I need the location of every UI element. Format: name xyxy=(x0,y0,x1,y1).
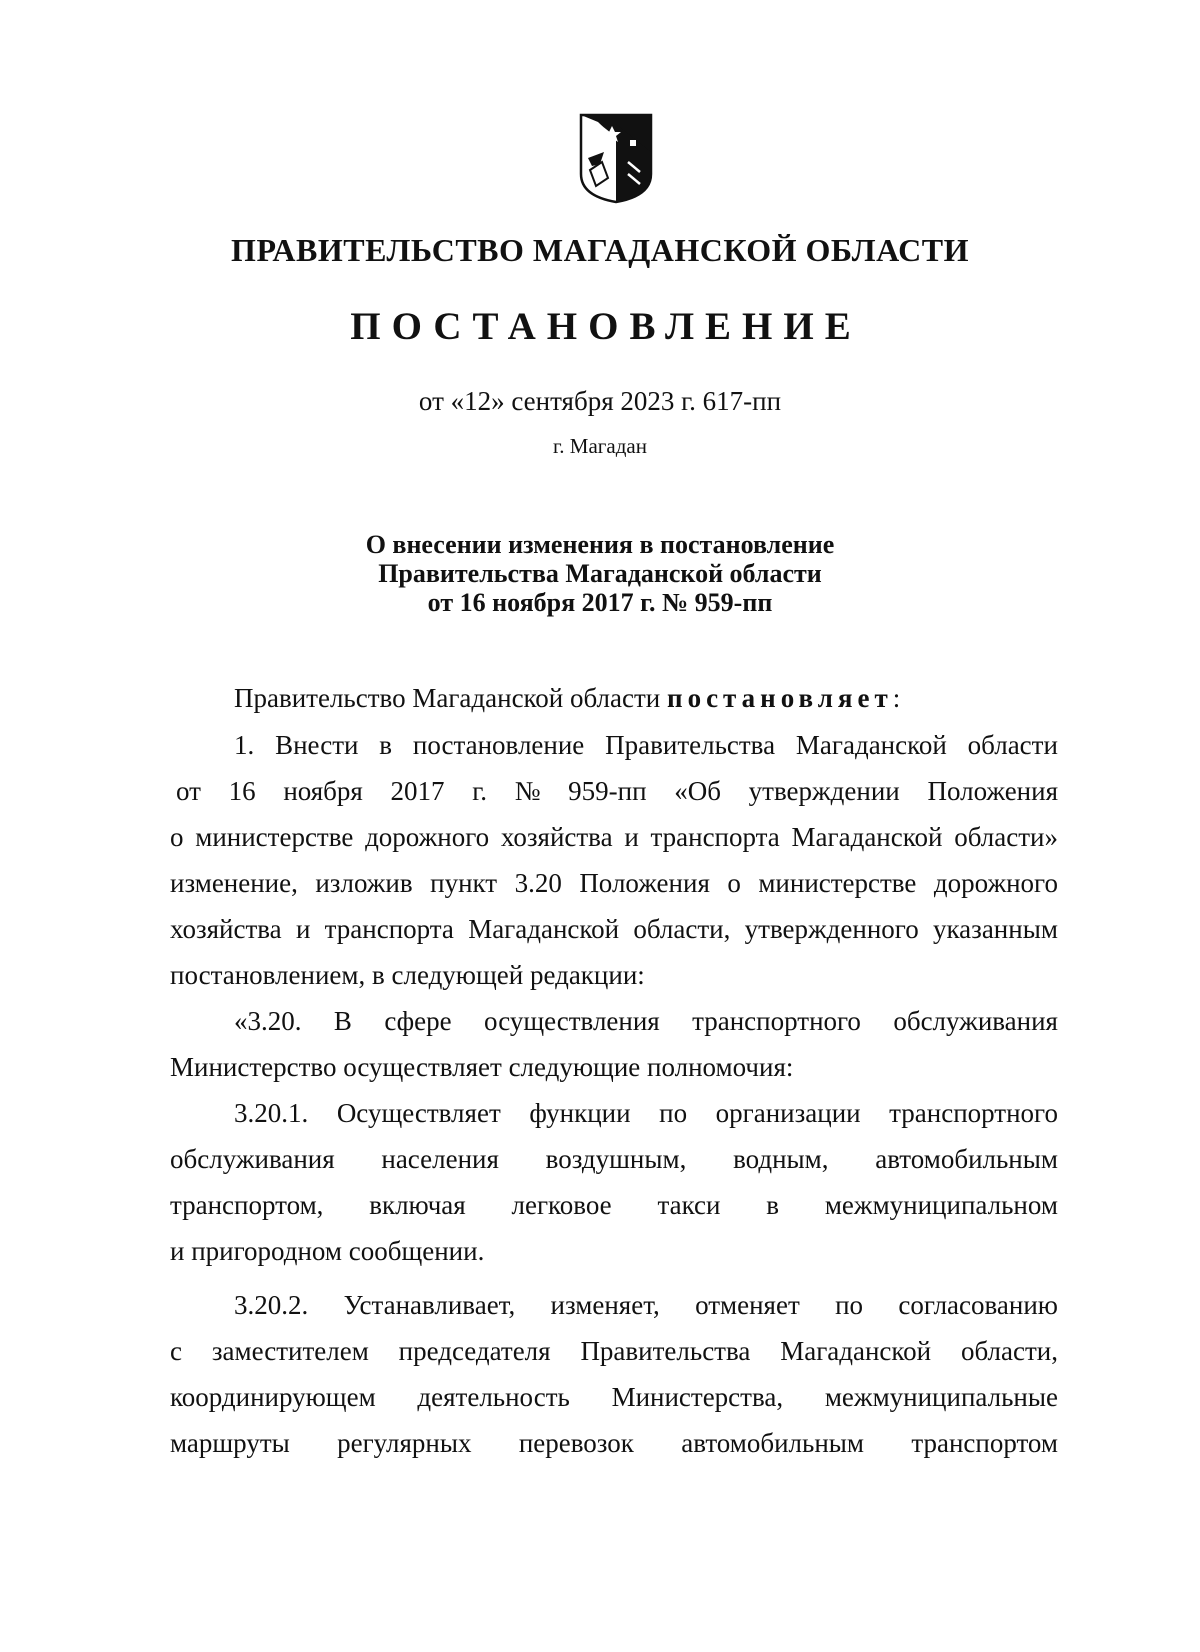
word: такси xyxy=(657,1190,721,1220)
word: о xyxy=(727,868,741,898)
word: Устанавливает, xyxy=(343,1290,516,1320)
word: транспортного xyxy=(692,1006,861,1036)
word: «Об xyxy=(674,776,721,806)
word: Магаданской xyxy=(791,822,943,852)
word: Магаданской xyxy=(795,730,947,760)
word: населения xyxy=(381,1144,499,1174)
word: 16 xyxy=(228,776,256,806)
paragraph-line: и пригородном сообщении. xyxy=(170,1236,485,1266)
word: Правительства xyxy=(605,730,776,760)
word: области xyxy=(967,730,1058,760)
word: области, xyxy=(960,1336,1058,1366)
word: министерстве xyxy=(758,868,917,898)
word: межмуниципальном xyxy=(824,1190,1058,1220)
document-date-number: от «12» сентября 2023 г. 617-пп xyxy=(418,386,782,416)
word: Положения xyxy=(927,776,1058,806)
paragraph-line: постановлением, в следующей редакции: xyxy=(170,960,645,990)
intro-verb: постановляет xyxy=(667,683,893,713)
word: о xyxy=(170,822,184,852)
word: и xyxy=(295,914,311,944)
word: транспортом, xyxy=(170,1190,324,1220)
word: г. xyxy=(472,776,487,806)
word: дорожного xyxy=(365,822,490,852)
word: транспорта xyxy=(324,914,454,944)
word: утвержденного xyxy=(744,914,919,944)
word: транспорта xyxy=(650,822,780,852)
word: маршруты xyxy=(170,1428,290,1458)
word: автомобильным xyxy=(875,1144,1058,1174)
word: изменение, xyxy=(170,868,298,898)
document-type-title: ПОСТАНОВЛЕНИЕ xyxy=(350,305,862,348)
paragraph-line xyxy=(170,1380,1058,1414)
document-city: г. Магадан xyxy=(553,434,647,458)
subject-line: Правительства Магаданской области xyxy=(378,559,822,588)
word: транспортом xyxy=(911,1428,1058,1458)
word: функции xyxy=(529,1098,631,1128)
word: от xyxy=(176,776,201,806)
word: области» xyxy=(954,822,1058,852)
word: включая xyxy=(369,1190,466,1220)
paragraph-line xyxy=(170,1142,1058,1176)
word: межмуниципальные xyxy=(824,1382,1058,1412)
document-subject xyxy=(0,530,1200,617)
word: 3.20 xyxy=(514,868,562,898)
word: области, xyxy=(633,914,731,944)
word: Министерства, xyxy=(611,1382,784,1412)
word: 3.20.1. xyxy=(234,1098,309,1128)
word: обслуживания xyxy=(893,1006,1058,1036)
word: в xyxy=(379,730,393,760)
paragraph-line xyxy=(170,1426,1058,1460)
word: осуществления xyxy=(484,1006,660,1036)
word: постановление xyxy=(412,730,585,760)
word: согласованию xyxy=(898,1290,1058,1320)
paragraph-line xyxy=(234,1004,1058,1038)
word: министерстве xyxy=(195,822,354,852)
word: в xyxy=(766,1190,780,1220)
word: хозяйства xyxy=(500,822,613,852)
paragraph-line xyxy=(176,774,1058,808)
word: с xyxy=(170,1336,182,1366)
word: 959-пп xyxy=(568,776,647,806)
subject-line: О внесении изменения в постановление xyxy=(365,530,835,559)
word: указанным xyxy=(932,914,1058,944)
word: утверждении xyxy=(748,776,900,806)
word: обслуживания xyxy=(170,1144,335,1174)
paragraph-line xyxy=(170,820,1058,854)
word: и xyxy=(624,822,639,852)
word: дорожного xyxy=(933,868,1058,898)
word: хозяйства xyxy=(170,914,282,944)
paragraph-line: Министерство осуществляет следующие полномочия: xyxy=(170,1052,794,1082)
word: по xyxy=(835,1290,864,1320)
word: Осуществляет xyxy=(336,1098,501,1128)
word: сфере xyxy=(384,1006,452,1036)
word: 1. xyxy=(234,730,255,760)
paragraph-line xyxy=(170,1334,1058,1368)
word: изложив xyxy=(315,868,413,898)
subject-line: от 16 ноября 2017 г. № 959-пп xyxy=(427,588,773,617)
word: заместителем xyxy=(211,1336,369,1366)
intro-suffix: : xyxy=(892,683,901,713)
word: организации xyxy=(715,1098,861,1128)
word: изменяет, xyxy=(550,1290,660,1320)
word: Внести xyxy=(275,730,359,760)
word: регулярных xyxy=(337,1428,472,1458)
word: «3.20. xyxy=(234,1006,302,1036)
intro-prefix: Правительство Магаданской области xyxy=(234,683,668,713)
word: автомобильным xyxy=(681,1428,864,1458)
paragraph-line xyxy=(170,866,1058,900)
word: водным, xyxy=(733,1144,829,1174)
paragraph-line xyxy=(170,912,1058,946)
word: В xyxy=(333,1006,352,1036)
coat-of-arms-emblem xyxy=(578,112,654,204)
government-title: ПРАВИТЕЛЬСТВО МАГАДАНСКОЙ ОБЛАСТИ xyxy=(231,232,969,268)
word: пункт xyxy=(430,868,498,898)
word: № xyxy=(514,776,541,806)
paragraph-line xyxy=(234,1288,1058,1322)
word: Магаданской xyxy=(780,1336,932,1366)
word: транспортного xyxy=(889,1098,1058,1128)
intro-line xyxy=(234,681,1058,715)
paragraph-line xyxy=(234,1096,1058,1130)
word: Правительства xyxy=(580,1336,751,1366)
word: Магаданской xyxy=(468,914,620,944)
word: деятельность xyxy=(417,1382,570,1412)
word: ноября xyxy=(283,776,363,806)
word: перевозок xyxy=(518,1428,634,1458)
word: 3.20.2. xyxy=(234,1290,309,1320)
word: Положения xyxy=(579,868,710,898)
paragraph-line xyxy=(234,728,1058,762)
paragraph-line xyxy=(170,1188,1058,1222)
word: председателя xyxy=(398,1336,551,1366)
word: 2017 xyxy=(390,776,445,806)
word: координирующем xyxy=(170,1382,376,1412)
word: по xyxy=(659,1098,688,1128)
word: легковое xyxy=(511,1190,612,1220)
word: воздушным, xyxy=(545,1144,687,1174)
word: отменяет xyxy=(695,1290,800,1320)
